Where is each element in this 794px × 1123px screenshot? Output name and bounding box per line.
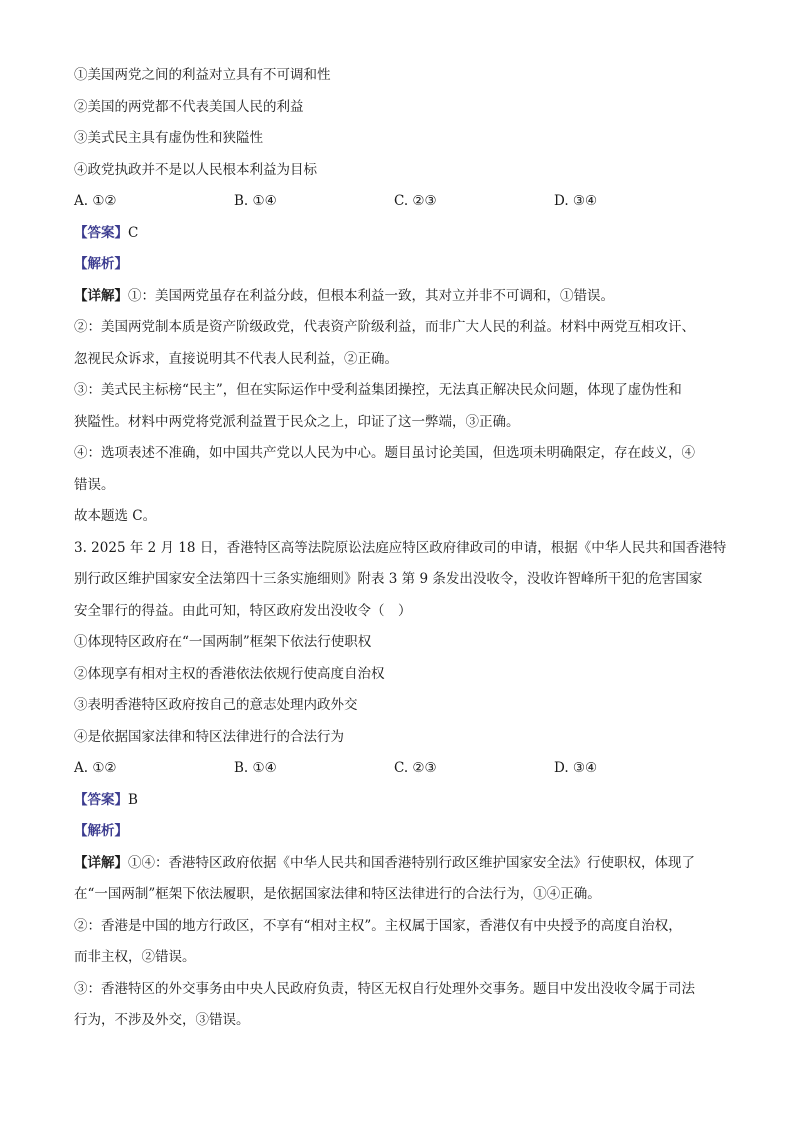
analysis-heading	[74, 820, 734, 852]
analysis-label: 【解析】	[74, 823, 128, 839]
statement-2: ②体现享有相对主权的香港依法依规行使高度自治权	[74, 665, 385, 682]
option-a: A. ①②	[74, 760, 117, 776]
detail-line: 而非主权，②错误。	[74, 949, 196, 965]
statement-4: ④是依据国家法律和特区法律进行的合法行为	[74, 728, 344, 745]
statement-1: ①美国两党之间的利益对立具有不可调和性	[74, 67, 331, 83]
statement-3: ③美式民主具有虚伪性和狭隘性	[74, 130, 263, 146]
analysis-label: 【解析】	[74, 256, 128, 272]
answer-value: C	[128, 224, 139, 241]
detail-text: ①：美国两党虽存在利益分歧，但根本利益一致，其对立并非不可调和，①错误。	[128, 287, 614, 304]
detail-label: 【详解】	[74, 287, 128, 304]
option-c: C. ②③	[394, 760, 437, 776]
option-b: B. ①④	[234, 193, 277, 209]
detail-line: ②：香港是中国的地方行政区，不享有“相对主权”。主权属于国家，香港仅有中央授予的高度自治权，	[74, 917, 682, 934]
detail-label: 【详解】	[74, 854, 128, 871]
question-stem-line: 3. 2025 年 2 月 18 日，香港特区高等法院原讼法庭应特区政府律政司的申请，根据《中华人民共和国香港特	[74, 539, 727, 556]
answer-line	[74, 789, 734, 821]
question-stem-line: 别行政区维护国家安全法第四十三条实施细则》附表 3 第 9 条发出没收令，没收许智峰所干犯的危害国家	[74, 571, 703, 587]
answer-label: 【答案】	[74, 791, 128, 808]
answer-line	[74, 222, 734, 254]
statement-2: ②美国的两党都不代表美国人民的利益	[74, 98, 304, 115]
answer-label: 【答案】	[74, 224, 128, 241]
option-d: D. ③④	[554, 760, 598, 776]
statement-1: ①体现特区政府在“一国两制”框架下依法行使职权	[74, 634, 372, 650]
detail-line: 在“一国两制”框架下依法履职，是依据国家法律和特区法律进行的合法行为，①④正确。	[74, 886, 601, 902]
option-d: D. ③④	[554, 193, 598, 209]
answer-options	[74, 190, 734, 222]
detail-line: ②：美国两党制本质是资产阶级政党，代表资产阶级利益，而非广大人民的利益。材料中两党互相攻讦、	[74, 319, 695, 335]
conclusion-line: 故本题选 C。	[74, 508, 157, 524]
detail-line: 错误。	[74, 476, 115, 493]
analysis-heading	[74, 253, 734, 285]
option-c: C. ②③	[394, 193, 437, 209]
document-page	[74, 64, 734, 1041]
option-a: A. ①②	[74, 193, 117, 209]
detail-line: 狭隘性。材料中两党将党派利益置于民众之上，印证了这一弊端，③正确。	[74, 413, 520, 430]
option-b: B. ①④	[234, 760, 277, 776]
question-stem-line: 安全罪行的得益。由此可知，特区政府发出没收令（ ）	[74, 602, 412, 619]
statement-4: ④政党执政并不是以人民根本利益为目标	[74, 161, 317, 178]
detail-line: ④：选项表述不准确，如中国共产党以人民为中心。题目虽讨论美国，但选项未明确限定，存在歧义，④	[74, 445, 695, 461]
answer-value: B	[128, 791, 138, 808]
detail-line: ③：香港特区的外交事务由中央人民政府负责，特区无权自行处理外交事务。题目中发出没收令属于司法	[74, 980, 695, 997]
detail-line-1	[74, 285, 734, 317]
detail-line: 行为，不涉及外交，③错误。	[74, 1012, 250, 1028]
detail-line-1	[74, 852, 734, 884]
detail-line: ③：美式民主标榜“民主”，但在实际运作中受利益集团操控，无法真正解决民众问题，体现了虚伪性和	[74, 382, 682, 398]
answer-options	[74, 757, 734, 789]
detail-line: 忽视民众诉求，直接说明其不代表人民利益，②正确。	[74, 350, 398, 367]
statement-3: ③表明香港特区政府按自己的意志处理内政外交	[74, 697, 358, 713]
detail-text: ①④：香港特区政府依据《中华人民共和国香港特别行政区维护国家安全法》行使职权，体现了	[128, 854, 695, 871]
